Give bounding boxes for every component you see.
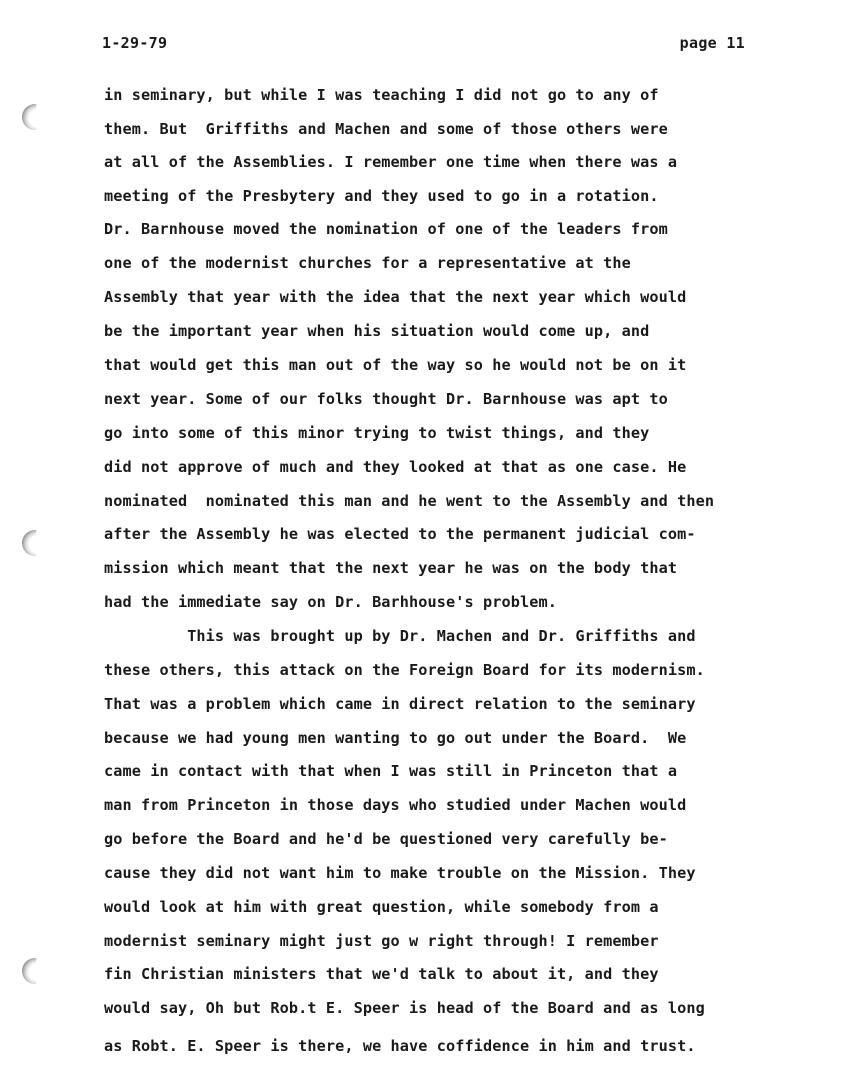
text-line: cause they did not want him to make trouble on the Mission. They <box>104 864 696 882</box>
text-line: one of the modernist churches for a representative at the <box>104 254 631 272</box>
text-line: nominated nominated this man and he went to the Assembly and then <box>104 492 715 510</box>
text-line: meeting of the Presbytery and they used to go in a rotation. <box>104 187 659 205</box>
text-line: them. But Griffiths and Machen and some of those others were <box>104 120 668 138</box>
text-line: fin Christian ministers that we'd talk to about it, and they <box>104 965 659 983</box>
text-line: Dr. Barnhouse moved the nomination of one of the leaders from <box>104 220 668 238</box>
text-line: mission which meant that the next year he was on the body that <box>104 559 678 577</box>
text-line: That was a problem which came in direct relation to the seminary <box>104 695 696 713</box>
paragraph-start-line: This was brought up by Dr. Machen and Dr. Griffiths and <box>104 627 696 645</box>
text-line: Assembly that year with the idea that the next year which would <box>104 288 687 306</box>
text-line: man from Princeton in those days who studied under Machen would <box>104 796 687 814</box>
text-line: go into some of this minor trying to twist things, and they <box>104 424 650 442</box>
text-line: at all of the Assemblies. I remember one time when there was a <box>104 153 678 171</box>
text-line: came in contact with that when I was still in Princeton that a <box>104 762 678 780</box>
text-line: next year. Some of our folks thought Dr. Barnhouse was apt to <box>104 390 668 408</box>
text-line: would look at him with great question, while somebody from a <box>104 898 659 916</box>
text-line: go before the Board and he'd be questioned very carefully be- <box>104 830 668 848</box>
text-line: modernist seminary might just go w right through! I remember <box>104 932 659 950</box>
text-line: because we had young men wanting to go out under the Board. We <box>104 729 687 747</box>
text-line: after the Assembly he was elected to the permanent judicial com- <box>104 525 696 543</box>
punch-hole-icon <box>22 104 48 130</box>
text-line: did not approve of much and they looked at that as one case. He <box>104 458 687 476</box>
text-line: be the important year when his situation would come up, and <box>104 322 650 340</box>
text-line: these others, this attack on the Foreign Board for its modernism. <box>104 661 705 679</box>
punch-hole-icon <box>22 530 48 556</box>
header-date: 1-29-79 <box>102 34 168 52</box>
text-line: in seminary, but while I was teaching I did not go to any of <box>104 86 659 104</box>
text-line: that would get this man out of the way so he would not be on it <box>104 356 687 374</box>
text-line: would say, Oh but Rob.t E. Speer is head of the Board and as long <box>104 999 705 1017</box>
header-page-number: page 11 <box>679 34 745 52</box>
text-line: had the immediate say on Dr. Barhhouse's problem. <box>104 593 557 611</box>
punch-hole-icon <box>22 958 48 984</box>
text-line: as Robt. E. Speer is there, we have coffidence in him and trust. <box>104 1037 696 1055</box>
